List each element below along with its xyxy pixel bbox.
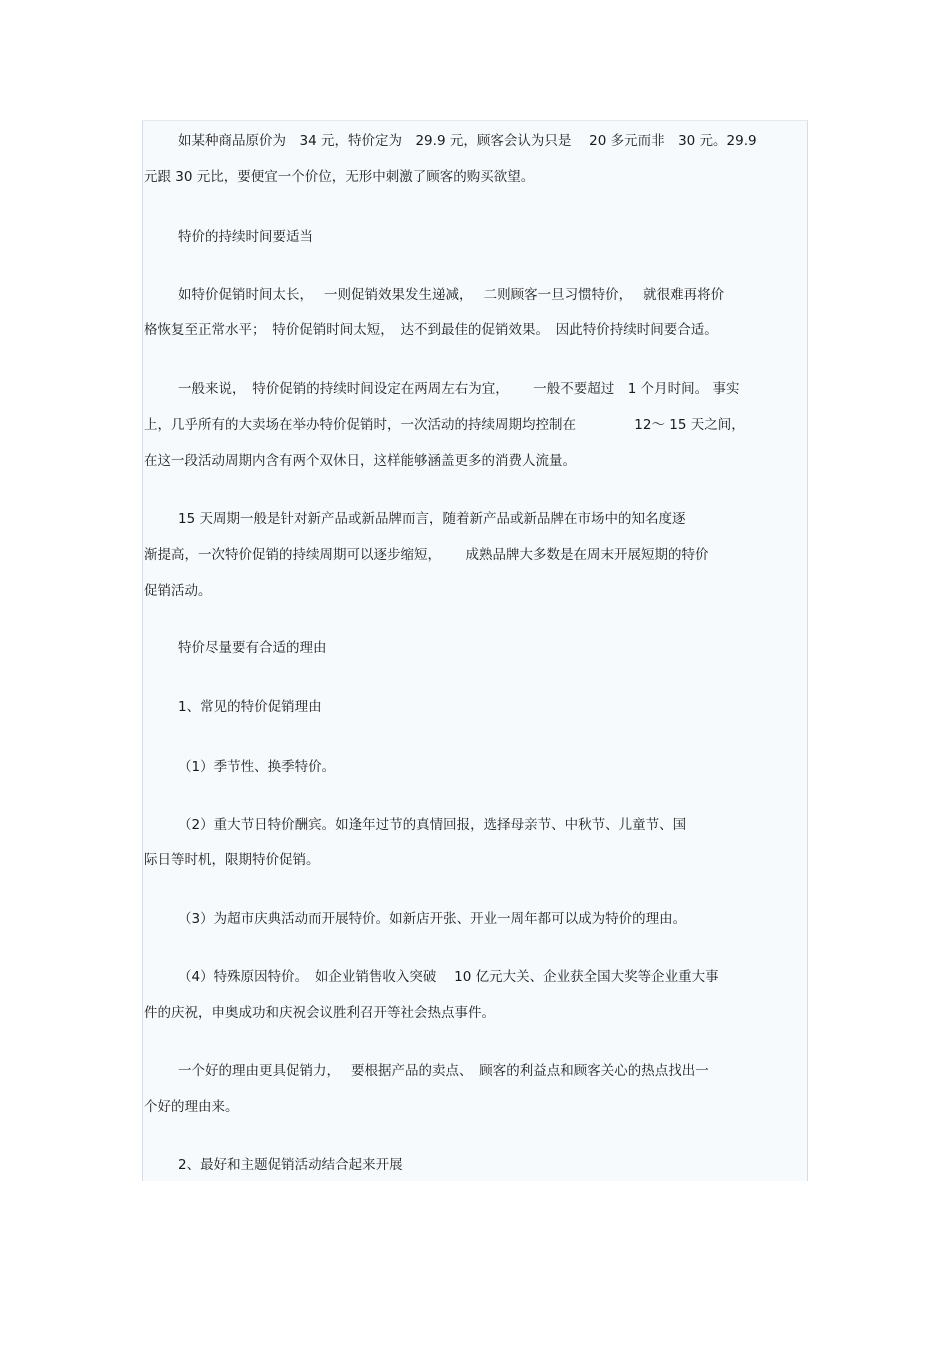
paragraph-line: 如某种商品原价为 34 元，特价定为 29.9 元，顾客会认为只是 20 多元而非 30 元。29.9 (178, 133, 757, 149)
list-item: 件的庆祝，申奥成功和庆祝会议胜利召开等社会热点事件。 (144, 1005, 495, 1021)
list-item: （2）重大节日特价酬宾。如逢年过节的真情回报，选择母亲节、中秋节、儿童节、国 (178, 817, 687, 833)
section-heading: 特价尽量要有合适的理由 (178, 640, 327, 656)
list-item: （3）为超市庆典活动而开展特价。如新店开张、开业一周年都可以成为特价的理由。 (178, 911, 687, 927)
section-heading: 1、常见的特价促销理由 (178, 699, 322, 715)
paragraph-line: 元跟 30 元比，要便宜一个价位，无形中刺激了顾客的购买欲望。 (144, 169, 535, 185)
paragraph-line: 一般来说， 特价促销的持续时间设定在两周左右为宜， 一般不要超过 1 个月时间。 事实 (178, 381, 740, 397)
section-heading: 特价的持续时间要适当 (178, 229, 313, 245)
paragraph-line: 如特价促销时间太长， 一则促销效果发生递减， 二则顾客一旦习惯特价， 就很难再将价 (178, 287, 725, 303)
section-heading: 2、最好和主题促销活动结合起来开展 (178, 1157, 403, 1173)
paragraph-line: 上，几乎所有的大卖场在举办特价促销时，一次活动的持续周期均控制在 12～ 15 天之间， (144, 417, 745, 433)
paragraph-line: 15 天周期一般是针对新产品或新品牌而言，随着新产品或新品牌在市场中的知名度逐 (178, 511, 686, 527)
document-frame (142, 120, 808, 1181)
list-item: （1）季节性、换季特价。 (178, 759, 336, 775)
list-item: 际日等时机，限期特价促销。 (144, 852, 320, 868)
paragraph-line: 在这一段活动周期内含有两个双休日，这样能够涵盖更多的消费人流量。 (144, 453, 576, 469)
paragraph-line: 促销活动。 (144, 583, 212, 599)
paragraph-line: 一个好的理由更具促销力， 要根据产品的卖点、 顾客的利益点和顾客关心的热点找出一 (178, 1063, 709, 1079)
paragraph-line: 个好的理由来。 (144, 1099, 239, 1115)
list-item: （4）特殊原因特价。 如企业销售收入突破 10 亿元大关、企业获全国大奖等企业重大事 (178, 969, 719, 985)
paragraph-line: 渐提高，一次特价促销的持续周期可以逐步缩短， 成熟品牌大多数是在周末开展短期的特价 (144, 547, 709, 563)
paragraph-line: 格恢复至正常水平； 特价促销时间太短， 达不到最佳的促销效果。 因此特价持续时间要合适。 (144, 322, 718, 338)
